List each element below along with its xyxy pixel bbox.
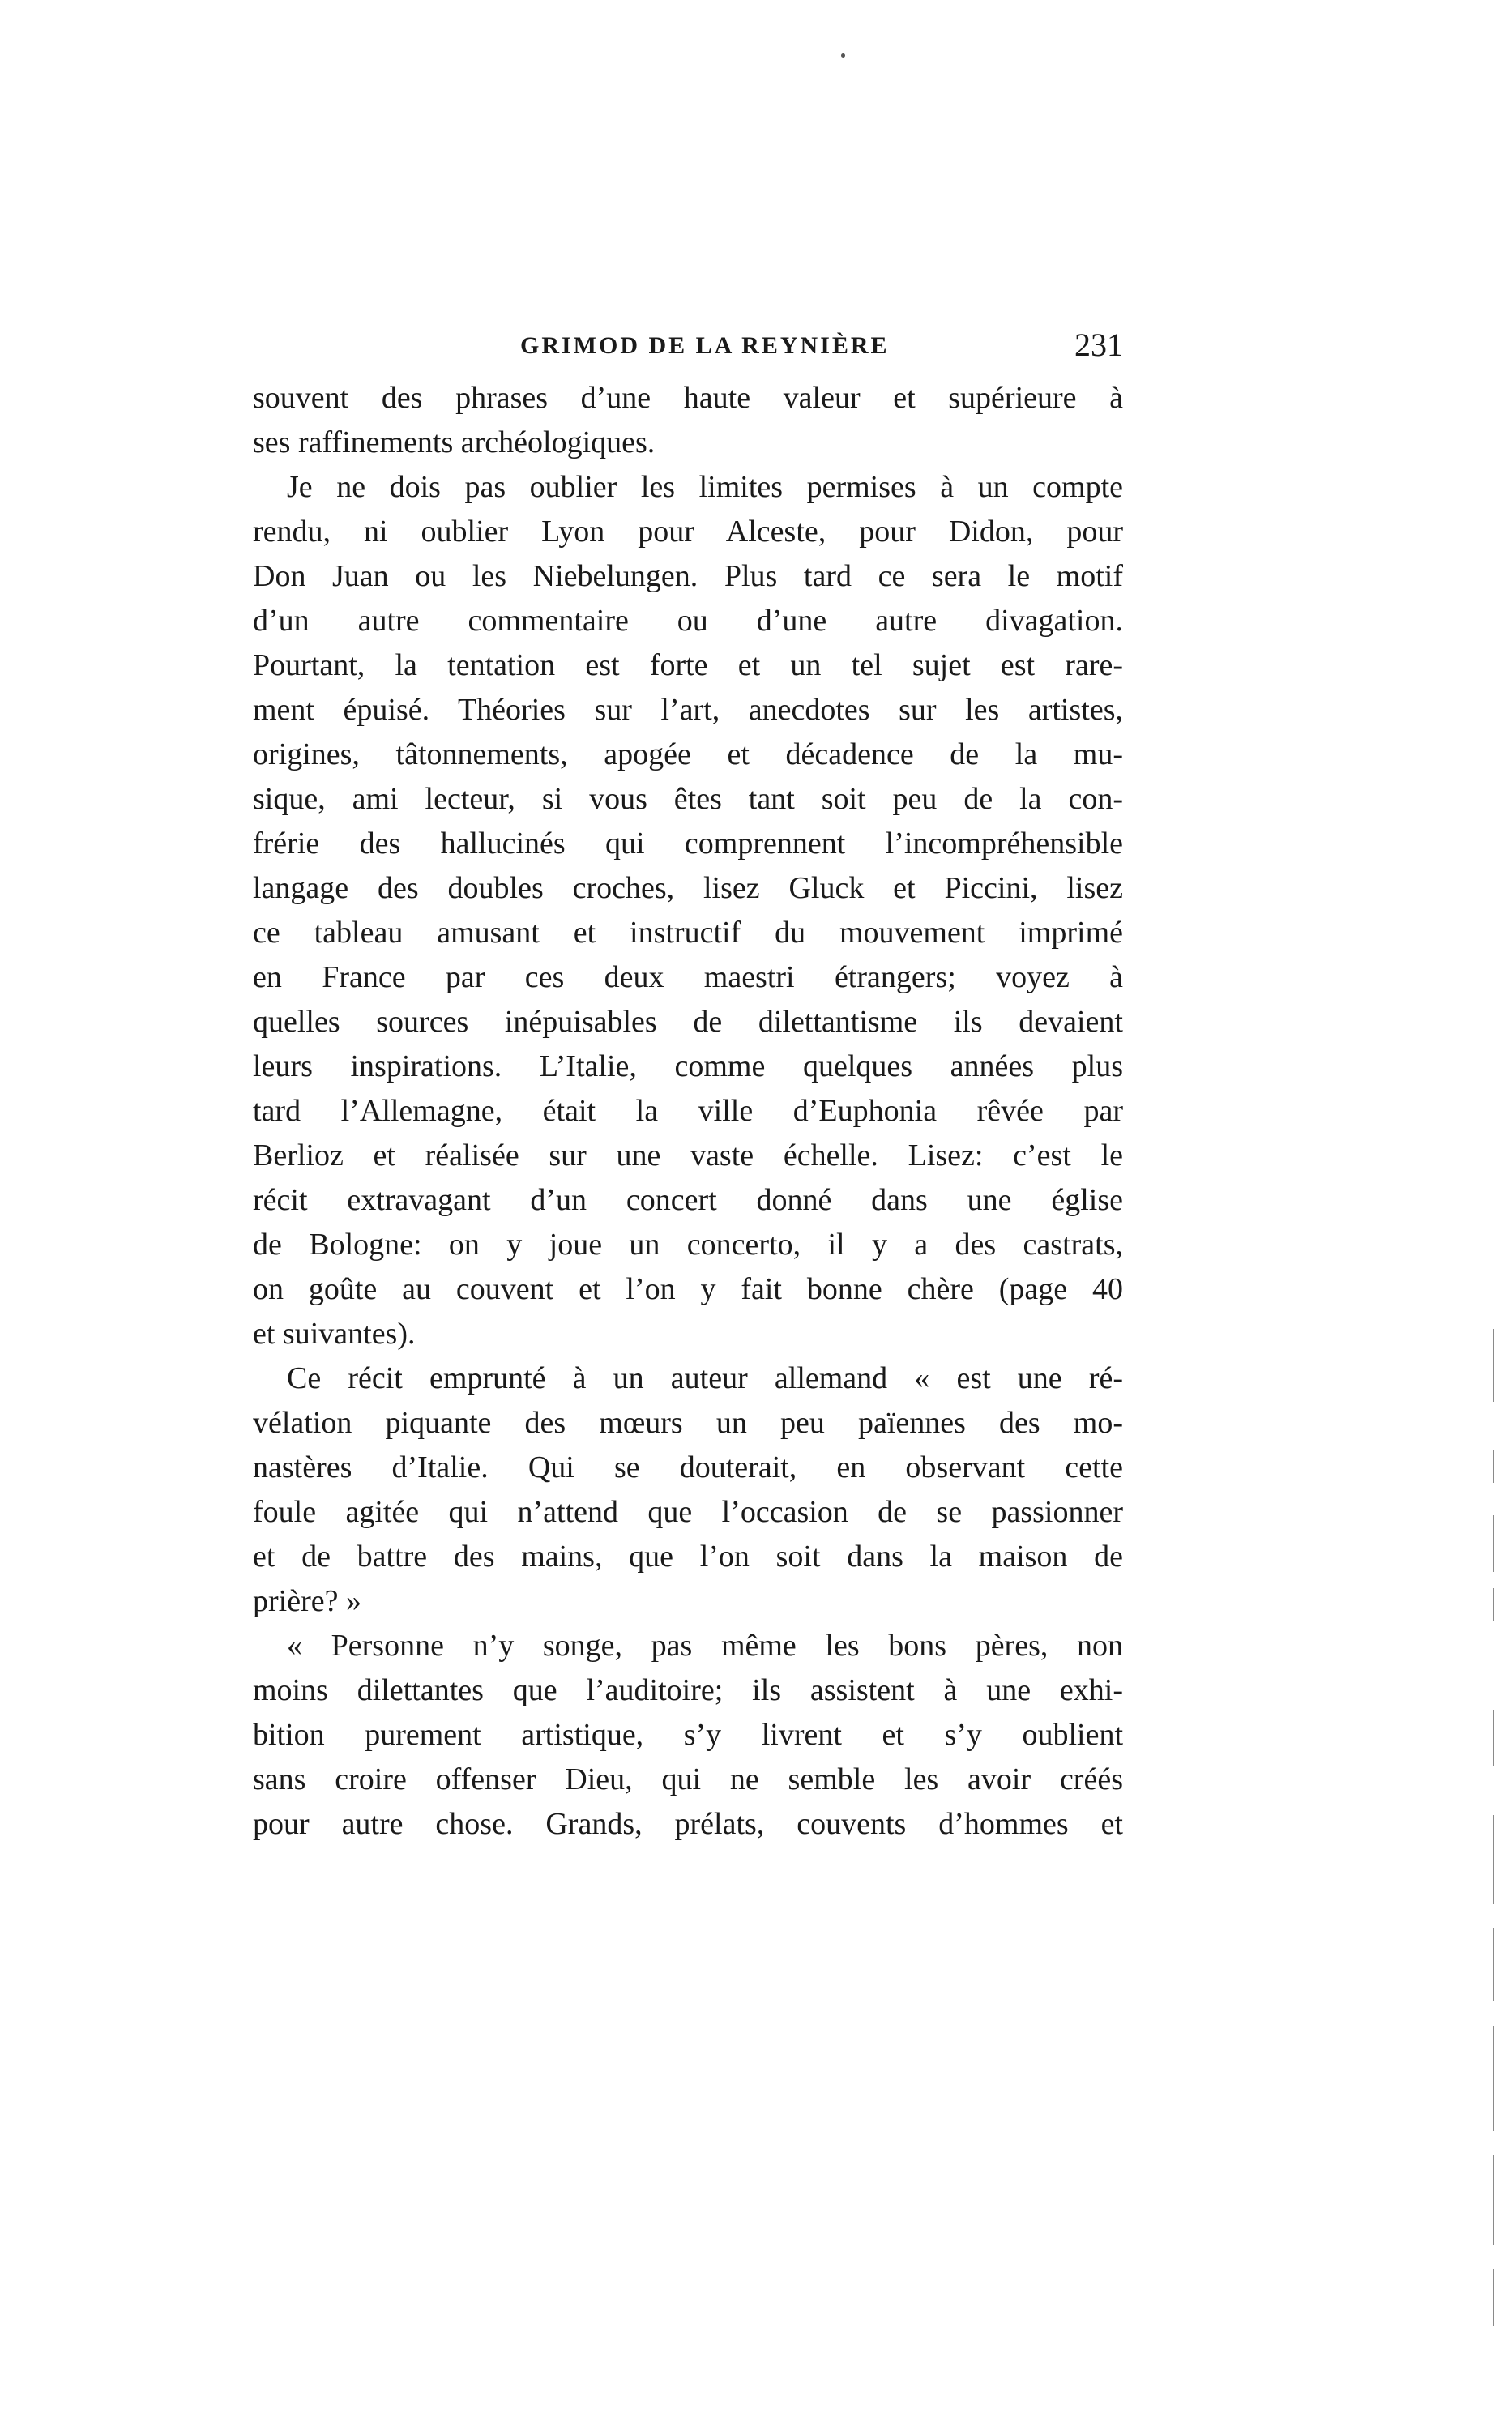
text-line: quelles sources inépuisables de dilettantisme ils devaient	[253, 1005, 1123, 1039]
scan-mark	[1493, 2155, 1494, 2245]
text-line: Ce récit emprunté à un auteur allemand « est une ré-	[287, 1361, 1123, 1395]
scan-mark	[1493, 1515, 1494, 1572]
text-line: « Personne n’y songe, pas même les bons pères, non	[287, 1629, 1123, 1663]
text-line: pour autre chose. Grands, prélats, couvents d’hommes et	[253, 1807, 1123, 1841]
scan-mark	[1493, 1329, 1494, 1402]
text-line: on goûte au couvent et l’on y fait bonne chère (page 40	[253, 1272, 1123, 1306]
text-line: en France par ces deux maestri étrangers; voyez à	[253, 960, 1123, 994]
scan-speck	[841, 53, 845, 58]
text-line: souvent des phrases d’une haute valeur et supérieure à	[253, 381, 1123, 415]
running-title: GRIMOD DE LA REYNIÈRE	[520, 332, 890, 359]
text-line: Je ne dois pas oublier les limites permises à un compte	[287, 470, 1123, 504]
scan-mark	[1493, 1928, 1494, 2001]
text-line: langage des doubles croches, lisez Gluck et Piccini, lisez	[253, 871, 1123, 905]
text-line: Pourtant, la tentation est forte et un tel sujet est rare-	[253, 648, 1123, 682]
text-line: vélation piquante des mœurs un peu païennes des mo-	[253, 1406, 1123, 1440]
text-line: bition purement artistique, s’y livrent et s’y oublient	[253, 1718, 1123, 1752]
text-line: prière? »	[253, 1584, 361, 1618]
text-line: et suivantes).	[253, 1317, 416, 1351]
text-line: et de battre des mains, que l’on soit dans la maison de	[253, 1540, 1123, 1574]
text-line: foule agitée qui n’attend que l’occasion de se passionner	[253, 1495, 1123, 1529]
text-line: moins dilettantes que l’auditoire; ils assistent à une exhi-	[253, 1673, 1123, 1707]
text-line: d’un autre commentaire ou d’une autre divagation.	[253, 604, 1123, 638]
text-line: ses raffinements archéologiques.	[253, 425, 656, 459]
text-line: nastères d’Italie. Qui se douterait, en observant cette	[253, 1450, 1123, 1484]
text-line: de Bologne: on y joue un concerto, il y a des castrats,	[253, 1228, 1123, 1262]
text-line: origines, tâtonnements, apogée et décadence de la mu-	[253, 737, 1123, 771]
text-line: sans croire offenser Dieu, qui ne semble les avoir créés	[253, 1762, 1123, 1796]
text-line: frérie des hallucinés qui comprennent l’incompréhensible	[253, 826, 1123, 861]
scan-mark	[1493, 1815, 1494, 1904]
scan-mark	[1493, 1710, 1494, 1766]
text-line: Don Juan ou les Niebelungen. Plus tard ce sera le motif	[253, 559, 1123, 593]
body-text	[253, 376, 1123, 1847]
text-line: ce tableau amusant et instructif du mouvement imprimé	[253, 916, 1123, 950]
text-line: Berlioz et réalisée sur une vaste échelle. Lisez: c’est le	[253, 1138, 1123, 1172]
text-line: récit extravagant d’un concert donné dans une église	[253, 1183, 1123, 1217]
scan-mark	[1493, 1588, 1494, 1621]
scan-mark	[1493, 1450, 1494, 1483]
scan-mark	[1493, 2026, 1494, 2131]
text-line: leurs inspirations. L’Italie, comme quelques années plus	[253, 1049, 1123, 1083]
text-line: sique, ami lecteur, si vous êtes tant soit peu de la con-	[253, 782, 1123, 816]
page-number: 231	[1074, 327, 1123, 363]
running-head	[253, 326, 1123, 365]
scan-mark	[1493, 2269, 1494, 2326]
text-line: tard l’Allemagne, était la ville d’Euphonia rêvée par	[253, 1094, 1123, 1128]
text-line: rendu, ni oublier Lyon pour Alceste, pour Didon, pour	[253, 515, 1123, 549]
text-line: ment épuisé. Théories sur l’art, anecdotes sur les artistes,	[253, 693, 1123, 727]
